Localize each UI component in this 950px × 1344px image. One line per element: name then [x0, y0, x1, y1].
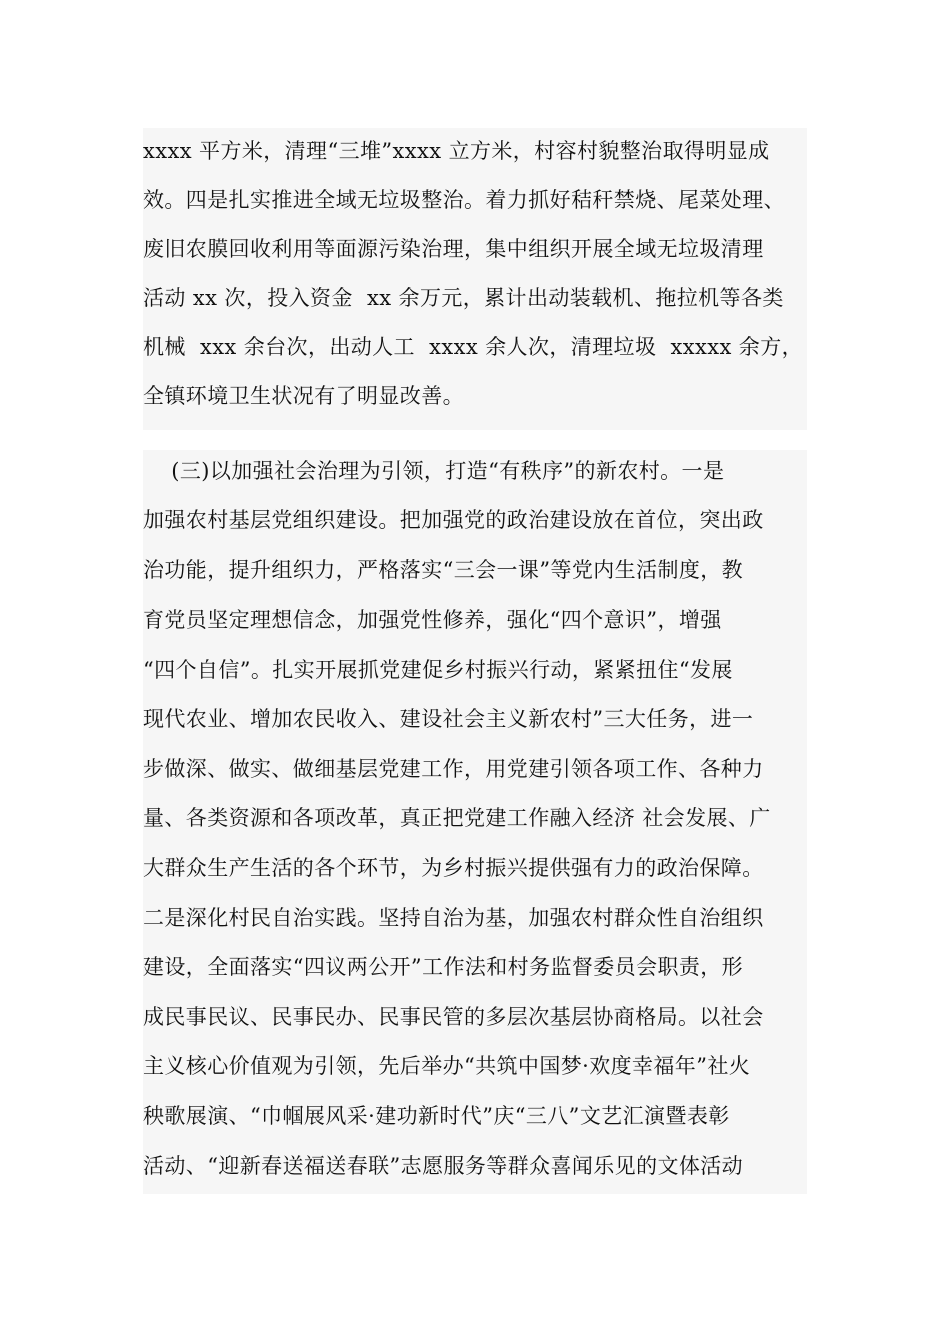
text-line: 二是深化村民自治实践。坚持自治为基，加强农村群众性自治组织 — [143, 906, 764, 930]
text-line: 育党员坚定理想信念，加强党性修养，强化“四个意识”，增强 — [143, 608, 722, 632]
text-line: 活动、“迎新春送福送春联”志愿服务等群众喜闻乐见的文体活动 — [143, 1154, 744, 1178]
text-line: 废旧农膜回收利用等面源污染治理，集中组织开展全域无垃圾清理 — [143, 237, 764, 261]
text-line: 成民事民议、民事民办、民事民管的多层次基层协商格局。以社会 — [143, 1005, 764, 1029]
text-line: 建设，全面落实“四议两公开”工作法和村务监督委员会职责，形 — [143, 955, 744, 979]
text-line: xxxx 平方米，清理“三堆”xxxx 立方米，村容村貌整治取得明显成 — [143, 139, 770, 163]
text-line: 全镇环境卫生状况有了明显改善。 — [143, 384, 464, 408]
paragraph-social-governance — [143, 450, 807, 1194]
text-line: 活动 xx 次，投入资金 xx 余万元，累计出动装载机、拖拉机等各类 — [143, 286, 784, 310]
text-line: 秧歌展演、“巾帼展风采·建功新时代”庆“三八”文艺汇演暨表彰 — [143, 1104, 730, 1128]
text-line: 治功能，提升组织力，严格落实“三会一课”等党内生活制度，教 — [143, 558, 744, 582]
text-line: 效。四是扎实推进全域无垃圾整治。着力抓好秸秆禁烧、尾菜处理、 — [143, 188, 785, 212]
text-line: 大群众生产生活的各个环节，为乡村振兴提供强有力的政治保障。 — [143, 856, 764, 880]
text-line: 步做深、做实、做细基层党建工作，用党建引领各项工作、各种力 — [143, 757, 764, 781]
text-line: 主义核心价值观为引领，先后举办“共筑中国梦·欢度幸福年”社火 — [143, 1054, 751, 1078]
text-line: 机械 xxx 余台次，出动人工 xxxx 余人次，清理垃圾 xxxxx 余方， — [143, 335, 803, 359]
text-line: 现代农业、增加农民收入、建设社会主义新农村”三大任务，进一 — [143, 707, 754, 731]
text-line: “四个自信”。扎实开展抓党建促乡村振兴行动，紧紧扭住“发展 — [143, 658, 733, 682]
paragraph-environment-cleanup — [143, 128, 807, 430]
text-line: (三)以加强社会治理为引领，打造“有秩序”的新农村。一是 — [143, 459, 725, 483]
text-line: 量、各类资源和各项改革，真正把党建工作融入经济 社会发展、广 — [143, 806, 771, 830]
text-line: 加强农村基层党组织建设。把加强党的政治建设放在首位，突出政 — [143, 508, 764, 532]
